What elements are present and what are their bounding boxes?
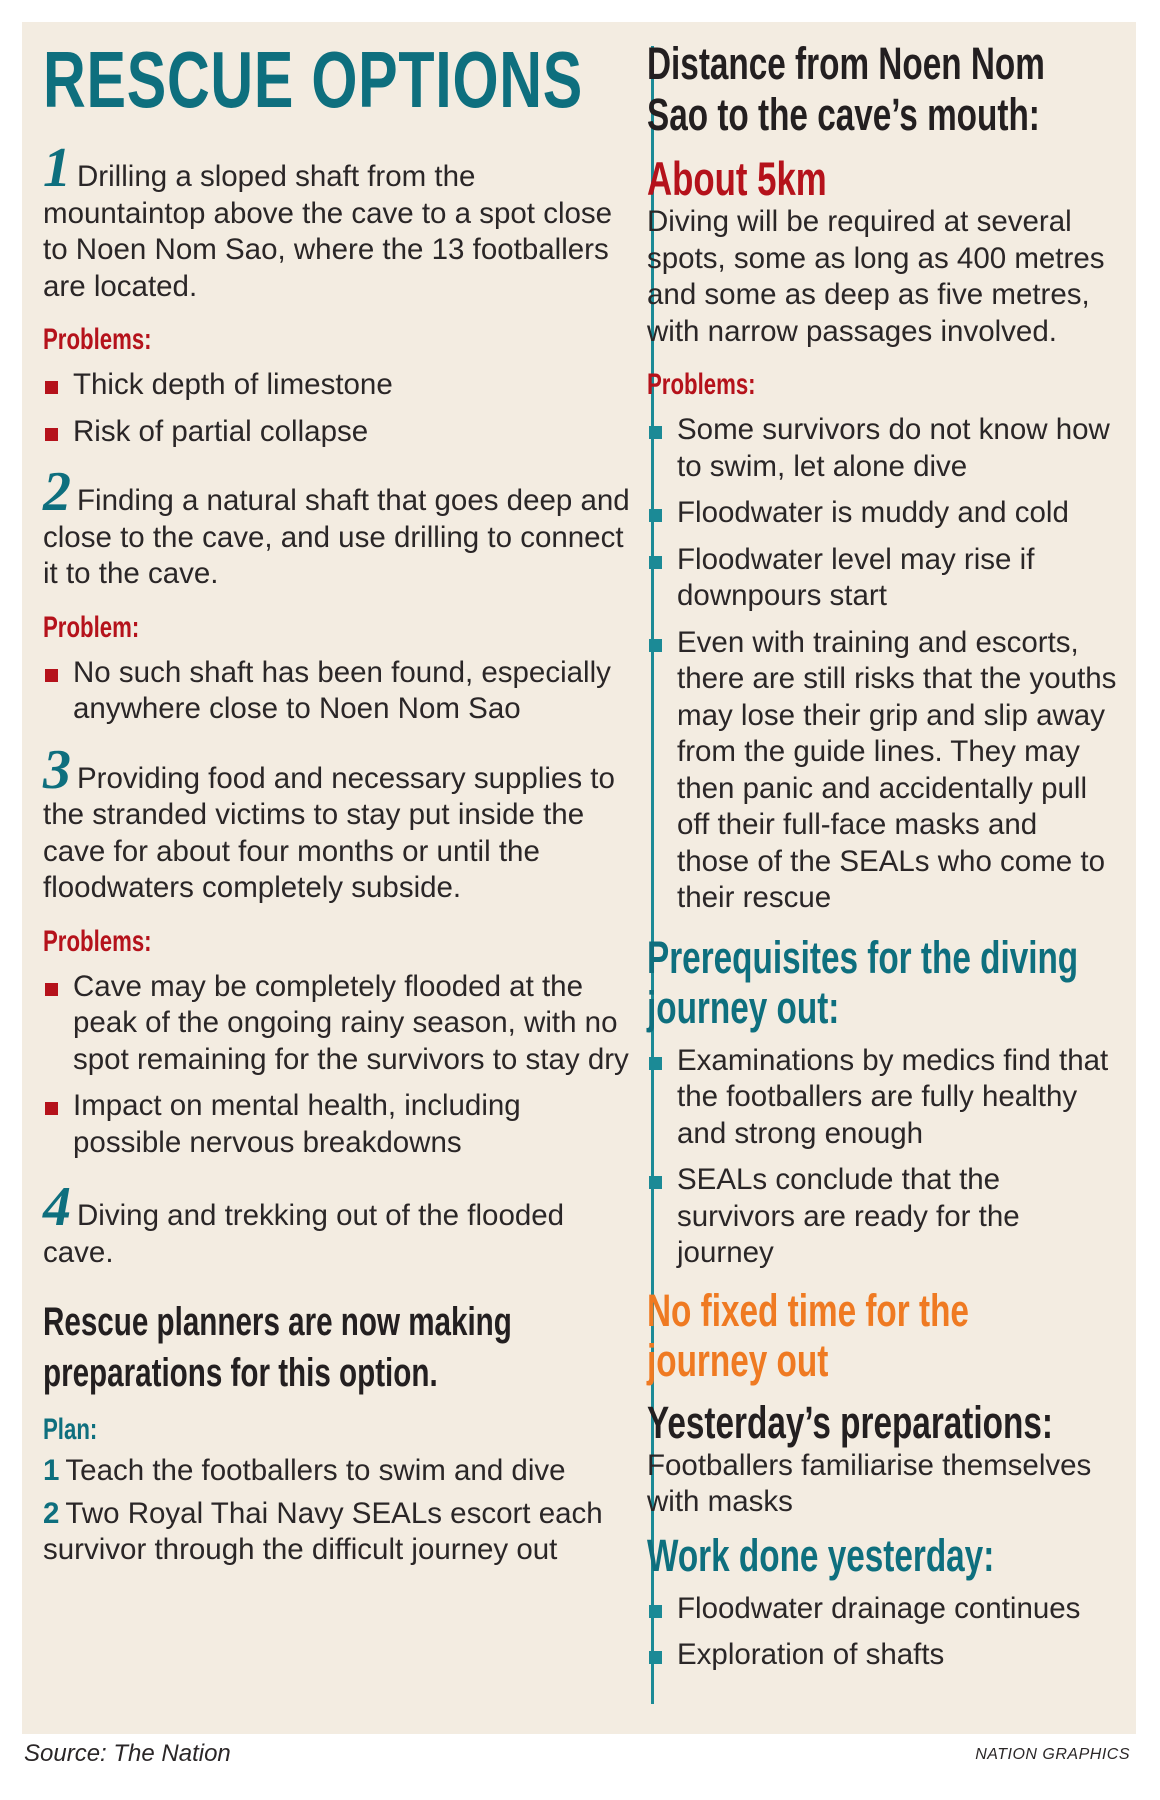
option-3-text-block (43, 738, 633, 907)
problems-list (43, 655, 633, 728)
problems-heading: Problems: (43, 323, 152, 356)
distance-heading (647, 38, 1045, 140)
list-item (43, 367, 633, 404)
problems-heading: Problems: (647, 368, 756, 401)
left-column (43, 22, 633, 1569)
plan-item-number: 2 (43, 1496, 60, 1530)
bullet-square-icon (649, 1605, 662, 1618)
no-fixed-time-heading (647, 1286, 995, 1386)
plan-item-text: Two Royal Thai Navy SEALs escort each survivor through the difficult journey out (43, 1496, 603, 1566)
prerequisites-heading-line: Prerequisites for the diving (647, 931, 1079, 983)
right-column (647, 22, 1117, 1674)
list-item (647, 625, 1117, 917)
planner-note-line: Rescue planners are now making (43, 1300, 512, 1344)
list-item (647, 542, 1117, 615)
option-number: 1 (43, 137, 71, 199)
list-item (647, 495, 1117, 532)
list-item (43, 655, 633, 728)
preparations-heading: Yesterday’s preparations: (647, 1396, 1053, 1448)
planner-note-line: preparations for this option. (43, 1351, 438, 1395)
list-item-text: Even with training and escorts, there are still risks that the youths may lose their grip and slip away from the guide lines. They may then panic and accidentally pull off their full-face masks and those of the SEALs who come to their rescue (677, 625, 1117, 914)
list-item-text: SEALs conclude that the survivors are ready for the journey (677, 1163, 1020, 1269)
bullet-square-icon (649, 1651, 662, 1664)
list-item-text: Cave may be completely flooded at the peak of the ongoing rainy season, with no spot remaining for the survivors to stay dry (73, 969, 629, 1076)
prerequisites-heading (647, 931, 1079, 1033)
option-2 (43, 461, 633, 728)
list-item (647, 1043, 1117, 1153)
bullet-square-icon (649, 1057, 662, 1070)
list-item-text: Exploration of shafts (677, 1638, 945, 1671)
problems-heading: Problems: (43, 924, 152, 958)
list-item-text: Examinations by medics find that the footballers are fully healthy and strong enough (677, 1043, 1109, 1150)
prerequisites-heading-line: journey out: (647, 981, 840, 1033)
distance-heading-line: Distance from Noen Nom (647, 38, 1045, 89)
bullet-square-icon (649, 1176, 662, 1189)
bullet-square-icon (649, 509, 662, 522)
option-1 (43, 137, 633, 450)
option-1-text-block (43, 137, 633, 305)
preparations-text: Footballers familiarise themselves with masks (647, 1448, 1092, 1518)
distance-value: About 5km (647, 152, 827, 205)
list-item (43, 1088, 633, 1161)
page-title: RESCUE OPTIONS (43, 35, 583, 124)
bullet-square-icon (649, 556, 662, 569)
bullet-square-icon (45, 1102, 58, 1115)
list-item (647, 1637, 1117, 1674)
list-item-text: Risk of partial collapse (73, 414, 369, 448)
option-number: 2 (43, 461, 71, 523)
option-number: 3 (43, 738, 71, 801)
bullet-square-icon (649, 639, 662, 652)
list-item (647, 412, 1117, 485)
list-item-text: Floodwater is muddy and cold (677, 496, 1069, 529)
planner-note (43, 1297, 512, 1399)
problems-list (43, 367, 633, 450)
option-text: Drilling a sloped shaft from the mountaintop above the cave to a spot close to Noen Nom Sao, where the 13 footballers are located. (43, 160, 613, 303)
prerequisites-list (647, 1043, 1117, 1272)
list-item-text: Some survivors do not know how to swim, let alone dive (677, 413, 1110, 483)
no-fixed-time-line: No fixed time for the (647, 1284, 969, 1336)
option-text: Finding a natural shaft that goes deep and close to the cave, and use drilling to connect it to the cave. (43, 484, 630, 590)
problems-list (43, 969, 633, 1162)
bullet-square-icon (649, 426, 662, 439)
distance-heading-line: Sao to the cave’s mouth: (647, 89, 1040, 140)
list-item-text: Impact on mental health, including possible nervous breakdowns (73, 1089, 521, 1159)
option-3 (43, 738, 633, 1162)
list-item (647, 1162, 1117, 1272)
bullet-square-icon (45, 669, 58, 682)
bullet-square-icon (45, 381, 58, 394)
list-item-text: Floodwater drainage continues (677, 1591, 1081, 1625)
plan-item (43, 1496, 633, 1569)
work-done-list (647, 1591, 1117, 1674)
problems-heading: Problem: (43, 610, 140, 644)
no-fixed-time-line: journey out (647, 1334, 829, 1386)
option-4-text-block (43, 1176, 633, 1271)
list-item (647, 1591, 1117, 1628)
option-2-text-block (43, 461, 633, 593)
option-text: Providing food and necessary supplies to the stranded victims to stay put inside the cave for about four months or until the floodwaters completely subside. (43, 761, 615, 904)
distance-problems-list (647, 412, 1117, 917)
list-item (43, 969, 633, 1079)
graphics-credit: NATION GRAPHICS (975, 1746, 1130, 1763)
option-text: Diving and trekking out of the flooded cave. (43, 1199, 565, 1269)
infographic-panel (22, 22, 1136, 1734)
plan-item-text: Teach the footballers to swim and dive (65, 1454, 566, 1487)
option-number: 4 (43, 1176, 71, 1238)
option-4 (43, 1176, 633, 1271)
plan-item (43, 1453, 633, 1490)
plan-item-number: 1 (43, 1454, 60, 1487)
list-item-text: Thick depth of limestone (73, 368, 393, 401)
distance-text: Diving will be required at several spots, some as long as 400 metres and some as deep as five metres, with narrow passages involved. (647, 205, 1105, 348)
work-done-heading: Work done yesterday: (647, 1529, 995, 1581)
source-credit: Source: The Nation (24, 1740, 231, 1767)
plan-heading: Plan: (43, 1413, 98, 1446)
bullet-square-icon (45, 428, 58, 441)
list-item-text: Floodwater level may rise if downpours start (677, 542, 1035, 612)
list-item-text: No such shaft has been found, especially anywhere close to Noen Nom Sao (73, 655, 611, 725)
list-item (43, 414, 633, 451)
bullet-square-icon (45, 983, 58, 996)
